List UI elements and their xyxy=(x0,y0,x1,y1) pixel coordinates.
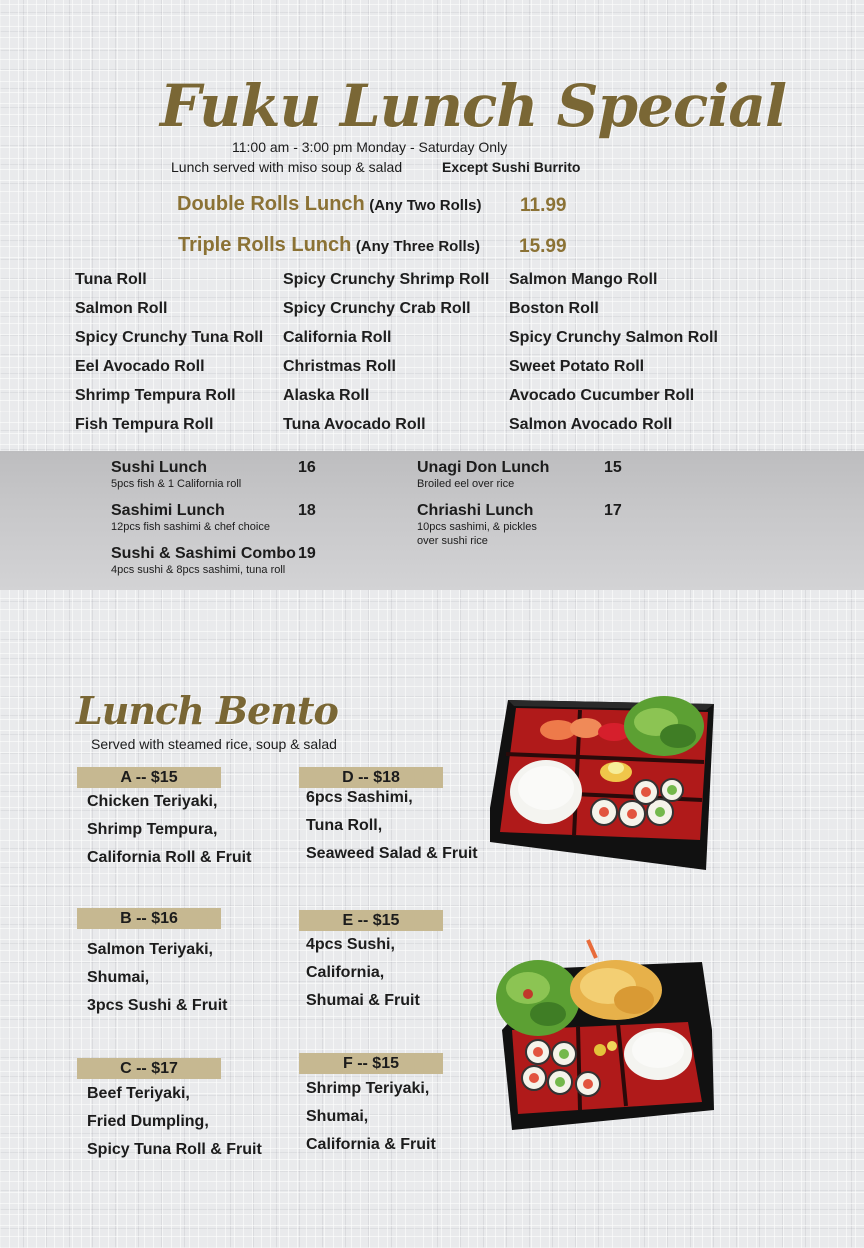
lunch-price: 17 xyxy=(604,502,622,519)
bento-item: Shrimp Tempura, xyxy=(87,821,218,838)
lunch-desc: 10pcs sashimi, & pickles xyxy=(417,521,537,533)
lunch-name: Sushi Lunch xyxy=(111,459,207,476)
bento-title: Lunch Bento xyxy=(76,688,338,733)
bento-item: Shumai, xyxy=(306,1108,369,1125)
deal-detail: (Any Three Rolls) xyxy=(355,238,480,255)
bento-item: Salmon Teriyaki, xyxy=(87,941,213,958)
bento-tag-f: F -- $15 xyxy=(299,1053,443,1074)
roll-item: Fish Tempura Roll xyxy=(75,416,214,433)
bento-items-f xyxy=(306,1080,436,1164)
bento-tag-b: B -- $16 xyxy=(77,908,221,929)
bento-item: California & Fruit xyxy=(306,1136,436,1153)
roll-item: Sweet Potato Roll xyxy=(509,358,645,375)
bento-item: Chicken Teriyaki, xyxy=(87,793,218,810)
roll-item: Shrimp Tempura Roll xyxy=(75,387,236,404)
roll-item: Salmon Mango Roll xyxy=(509,271,658,288)
deal-double xyxy=(177,193,481,216)
bento-item: California, xyxy=(306,964,385,981)
bento-item: Tuna Roll, xyxy=(306,817,383,834)
roll-item: Spicy Crunchy Crab Roll xyxy=(283,300,471,317)
lunch-name: Unagi Don Lunch xyxy=(417,459,550,476)
bento-subtitle: Served with steamed rice, soup & salad xyxy=(91,736,337,752)
bento-box-photo-2 xyxy=(488,934,718,1134)
lunch-name: Chriashi Lunch xyxy=(417,502,534,519)
bento-items-a xyxy=(87,793,251,877)
roll-item: Spicy Crunchy Salmon Roll xyxy=(509,329,718,346)
lunch-sashimi xyxy=(111,502,270,534)
deal-detail: (Any Two Rolls) xyxy=(369,197,482,214)
lunch-name: Sashimi Lunch xyxy=(111,502,225,519)
roll-item: Christmas Roll xyxy=(283,358,396,375)
served-note: Lunch served with miso soup & salad xyxy=(171,159,403,175)
bento-items-e xyxy=(306,936,420,1020)
lunch-name: Sushi & Sashimi Combo xyxy=(111,545,296,562)
roll-item: Salmon Avocado Roll xyxy=(509,416,673,433)
deal-triple xyxy=(178,234,480,257)
bento-item: Shrimp Teriyaki, xyxy=(306,1080,430,1097)
lunch-sushi xyxy=(111,459,241,491)
bento-item: Shumai, xyxy=(87,969,150,986)
roll-item: Boston Roll xyxy=(509,300,599,317)
bento-items-c xyxy=(87,1085,262,1169)
lunch-unagi xyxy=(417,459,549,491)
roll-item: Salmon Roll xyxy=(75,300,168,317)
lunch-desc: 5pcs fish & 1 California roll xyxy=(111,478,242,490)
deal-price: 15.99 xyxy=(519,236,567,257)
roll-item: Tuna Roll xyxy=(75,271,147,288)
roll-item: Tuna Avocado Roll xyxy=(283,416,426,433)
bento-item: California Roll & Fruit xyxy=(87,849,252,866)
bento-item: Fried Dumpling, xyxy=(87,1113,209,1130)
lunch-desc: 12pcs fish sashimi & chef choice xyxy=(111,521,270,533)
roll-item: Alaska Roll xyxy=(283,387,370,404)
page-title: Fuku Lunch Special xyxy=(160,72,786,140)
bento-tag-c: C -- $17 xyxy=(77,1058,221,1079)
bento-item: Beef Teriyaki, xyxy=(87,1085,190,1102)
roll-item: California Roll xyxy=(283,329,392,346)
rolls-column-1 xyxy=(75,271,263,445)
roll-item: Eel Avocado Roll xyxy=(75,358,205,375)
lunch-desc: Broiled eel over rice xyxy=(417,478,515,490)
deal-name: Double Rolls Lunch xyxy=(177,193,365,215)
bento-item: Spicy Tuna Roll & Fruit xyxy=(87,1141,262,1158)
lunch-price: 16 xyxy=(298,459,316,476)
bento-tag-d: D -- $18 xyxy=(299,767,443,788)
bento-item: Seaweed Salad & Fruit xyxy=(306,845,478,862)
bento-item: 4pcs Sushi, xyxy=(306,936,395,953)
lunch-combo xyxy=(111,545,296,577)
deal-name: Triple Rolls Lunch xyxy=(178,234,352,256)
bento-item: 3pcs Sushi & Fruit xyxy=(87,997,228,1014)
lunch-price: 18 xyxy=(298,502,316,519)
lunch-desc: over sushi rice xyxy=(417,535,488,547)
exception-note: Except Sushi Burrito xyxy=(442,159,581,175)
lunch-price: 15 xyxy=(604,459,622,476)
lunch-desc: 4pcs sushi & 8pcs sashimi, tuna roll xyxy=(111,564,286,576)
deal-price: 11.99 xyxy=(520,195,567,216)
bento-item: Shumai & Fruit xyxy=(306,992,420,1009)
bento-item: 6pcs Sashimi, xyxy=(306,789,413,806)
roll-item: Spicy Crunchy Shrimp Roll xyxy=(283,271,490,288)
bento-items-b xyxy=(87,941,227,1025)
lunch-chriashi xyxy=(417,502,537,548)
roll-item: Spicy Crunchy Tuna Roll xyxy=(75,329,264,346)
rolls-column-3 xyxy=(509,271,718,445)
rolls-column-2 xyxy=(283,271,489,445)
bento-tag-e: E -- $15 xyxy=(299,910,443,931)
hours-text: 11:00 am - 3:00 pm Monday - Saturday Only xyxy=(232,139,508,155)
bento-items-d xyxy=(306,789,478,873)
bento-box-photo-1 xyxy=(486,692,716,872)
roll-item: Avocado Cucumber Roll xyxy=(509,387,695,404)
lunch-price: 19 xyxy=(298,545,316,562)
bento-tag-a: A -- $15 xyxy=(77,767,221,788)
